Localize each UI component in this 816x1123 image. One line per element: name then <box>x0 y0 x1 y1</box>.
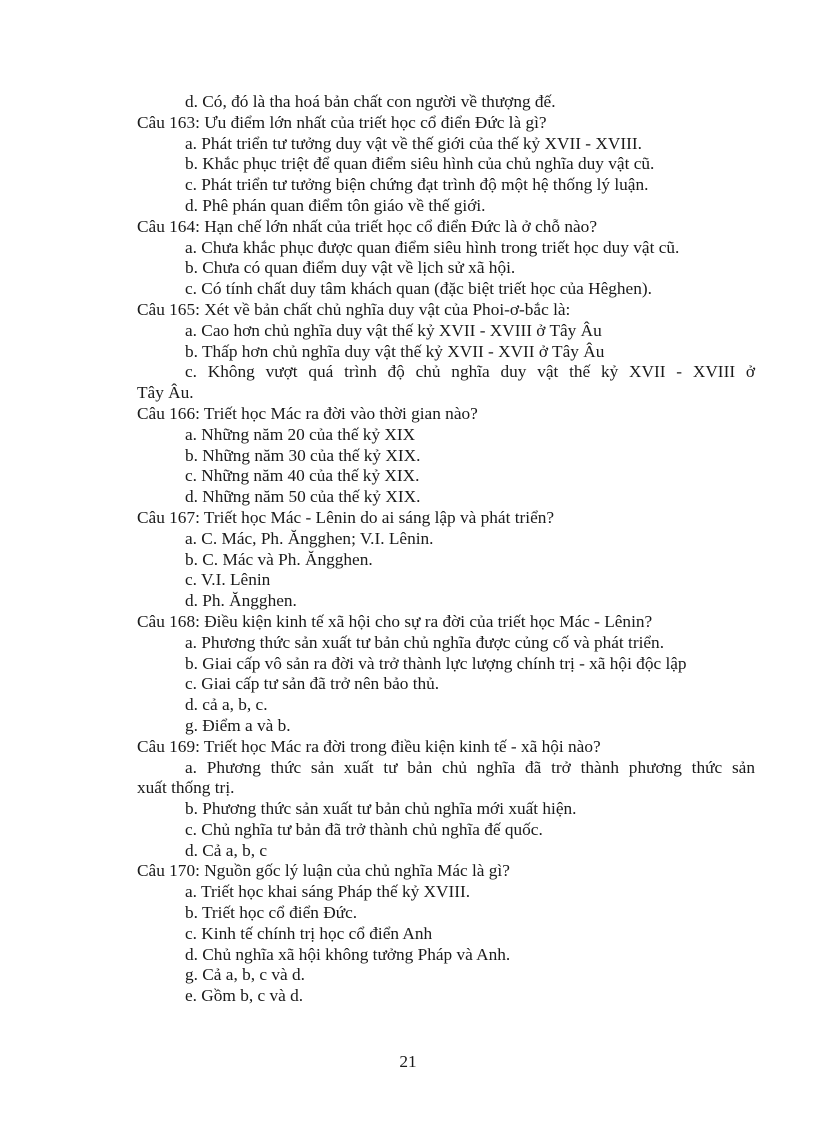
answer-option: b. C. Mác và Ph. Ăngghen. <box>185 549 373 569</box>
answer-option-wrapped: a. Phương thức sản xuất tư bản chủ nghĩa đã trở thành phương thức sản <box>185 757 755 777</box>
answer-option: e. Gồm b, c và d. <box>185 986 304 1006</box>
question-169: Câu 169: Triết học Mác ra đời trong điều kiện kinh tế - xã hội nào? <box>137 736 601 756</box>
answer-option: d. Ph. Ăngghen. <box>185 591 297 611</box>
answer-option: b. Phương thức sản xuất tư bản chủ nghĩa mới xuất hiện. <box>185 799 577 819</box>
question-166: Câu 166: Triết học Mác ra đời vào thời gian nào? <box>137 403 478 423</box>
answer-option: a. Triết học khai sáng Pháp thế kỷ XVIII. <box>185 882 471 902</box>
answer-option: c. Kinh tế chính trị học cổ điển Anh <box>185 923 433 943</box>
question-167: Câu 167: Triết học Mác - Lênin do ai sáng lập và phát triển? <box>137 507 555 527</box>
answer-option: g. Cả a, b, c và d. <box>185 965 305 985</box>
answer-option: a. Những năm 20 của thế kỷ XIX <box>185 424 416 444</box>
answer-option: a. Chưa khắc phục được quan điểm siêu hình trong triết học duy vật cũ. <box>185 237 680 257</box>
question-164: Câu 164: Hạn chế lớn nhất của triết học cổ điển Đức là ở chỗ nào? <box>137 216 597 236</box>
answer-option-continuation: xuất thống trị. <box>137 778 235 798</box>
answer-option: c. Giai cấp tư sản đã trở nên bảo thủ. <box>185 674 440 694</box>
answer-option: a. Phát triển tư tưởng duy vật về thế giới của thế kỷ XVII - XVIII. <box>185 133 642 153</box>
answer-option: a. C. Mác, Ph. Ăngghen; V.I. Lênin. <box>185 528 434 548</box>
answer-option: g. Điểm a và b. <box>185 715 291 735</box>
answer-option: c. Phát triển tư tưởng biện chứng đạt trình độ một hệ thống lý luận. <box>185 175 649 195</box>
answer-option: b. Giai cấp vô sản ra đời và trở thành lực lượng chính trị - xã hội độc lập <box>185 653 687 673</box>
answer-option: b. Chưa có quan điểm duy vật về lịch sử xã hội. <box>185 258 516 278</box>
question-165: Câu 165: Xét về bản chất chủ nghĩa duy vật của Phoi-ơ-bắc là: <box>137 299 571 319</box>
answer-option: b. Những năm 30 của thế kỷ XIX. <box>185 445 421 465</box>
answer-option: d. Phê phán quan điểm tôn giáo về thế giới. <box>185 195 486 215</box>
answer-option: c. Những năm 40 của thế kỷ XIX. <box>185 466 420 486</box>
answer-option: c. V.I. Lênin <box>185 570 271 590</box>
question-168: Câu 168: Điều kiện kinh tế xã hội cho sự ra đời của triết học Mác - Lênin? <box>137 611 653 631</box>
page-number: 21 <box>399 1052 417 1071</box>
question-163: Câu 163: Ưu điểm lớn nhất của triết học cổ điển Đức là gì? <box>137 112 547 132</box>
question-170: Câu 170: Nguồn gốc lý luận của chủ nghĩa Mác là gì? <box>137 861 510 881</box>
answer-option: d. cả a, b, c. <box>185 695 268 715</box>
answer-option: c. Có tính chất duy tâm khách quan (đặc biệt triết học của Hêghen). <box>185 279 652 299</box>
answer-option: a. Phương thức sản xuất tư bản chủ nghĩa được củng cố và phát triển. <box>185 632 665 652</box>
answer-option: d. Có, đó là tha hoá bản chất con người về thượng đế. <box>185 92 556 111</box>
answer-option-continuation: Tây Âu. <box>137 383 194 403</box>
answer-option: d. Cả a, b, c <box>185 840 268 860</box>
answer-option: d. Chủ nghĩa xã hội không tưởng Pháp và Anh. <box>185 944 511 964</box>
answer-option: b. Triết học cổ điển Đức. <box>185 903 358 923</box>
answer-option: d. Những năm 50 của thế kỷ XIX. <box>185 487 421 507</box>
answer-option: a. Cao hơn chủ nghĩa duy vật thế kỷ XVII - XVIII ở Tây Âu <box>185 320 602 340</box>
answer-option-wrapped: c. Không vượt quá trình độ chủ nghĩa duy vật thế kỷ XVII - XVIII ở <box>185 362 755 382</box>
answer-option: b. Khắc phục triệt để quan điểm siêu hình của chủ nghĩa duy vật cũ. <box>185 154 655 174</box>
document-body <box>137 92 755 1007</box>
answer-option: b. Thấp hơn chủ nghĩa duy vật thế kỷ XVII - XVII ở Tây Âu <box>185 341 605 361</box>
answer-option: c. Chủ nghĩa tư bản đã trở thành chủ nghĩa đế quốc. <box>185 819 543 839</box>
